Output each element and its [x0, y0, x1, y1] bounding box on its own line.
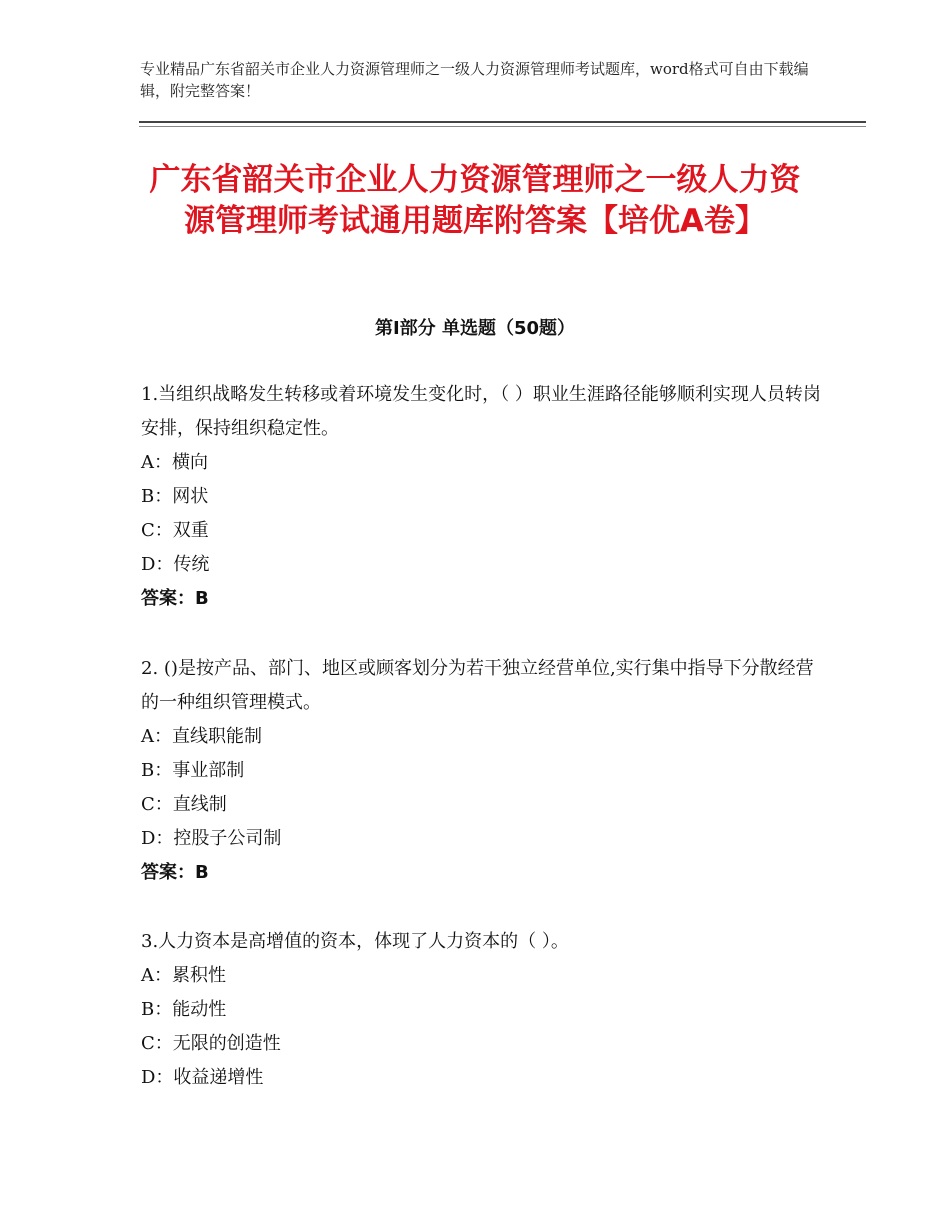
- header-rule-thin: [139, 126, 866, 127]
- option-b: B：能动性: [141, 999, 227, 1020]
- question-stem: 3.人力资本是高增值的资本，体现了人力资本的（ ）。: [141, 931, 569, 952]
- question-stem: 1.当组织战略发生转移或着环境发生变化时，（ ）职业生涯路径能够顺利实现人员转岗安排，保持组织稳定性。: [141, 384, 821, 439]
- question-1: [141, 378, 831, 616]
- document-title: 广东省韶关市企业人力资源管理师之一级人力资源管理师考试通用题库附答案【培优A卷】: [149, 162, 801, 239]
- option-c: C：双重: [141, 520, 209, 541]
- option-c: C：直线制: [141, 794, 227, 815]
- option-b: B：网状: [141, 486, 209, 507]
- answer: 答案：B: [141, 862, 209, 883]
- option-a: A：横向: [141, 452, 208, 473]
- option-d: D：收益递增性: [141, 1067, 264, 1088]
- answer: 答案：B: [141, 588, 209, 609]
- option-d: D：传统: [141, 554, 210, 575]
- header-note: 专业精品广东省韶关市企业人力资源管理师之一级人力资源管理师考试题库，word格式可自由下载编辑，附完整答案！: [140, 60, 809, 100]
- option-c: C：无限的创造性: [141, 1033, 281, 1054]
- section-heading: 第Ⅰ部分 单选题（50题）: [374, 318, 575, 339]
- question-2: [141, 652, 831, 890]
- option-b: B：事业部制: [141, 760, 245, 781]
- question-3: [141, 925, 831, 1095]
- option-d: D：控股子公司制: [141, 828, 282, 849]
- question-stem: 2. ()是按产品、部门、地区或顾客划分为若干独立经营单位,实行集中指导下分散经营的一种组织管理模式。: [141, 658, 814, 713]
- option-a: A：直线职能制: [141, 726, 262, 747]
- header-rule-thick: [139, 121, 866, 123]
- option-a: A：累积性: [141, 965, 226, 986]
